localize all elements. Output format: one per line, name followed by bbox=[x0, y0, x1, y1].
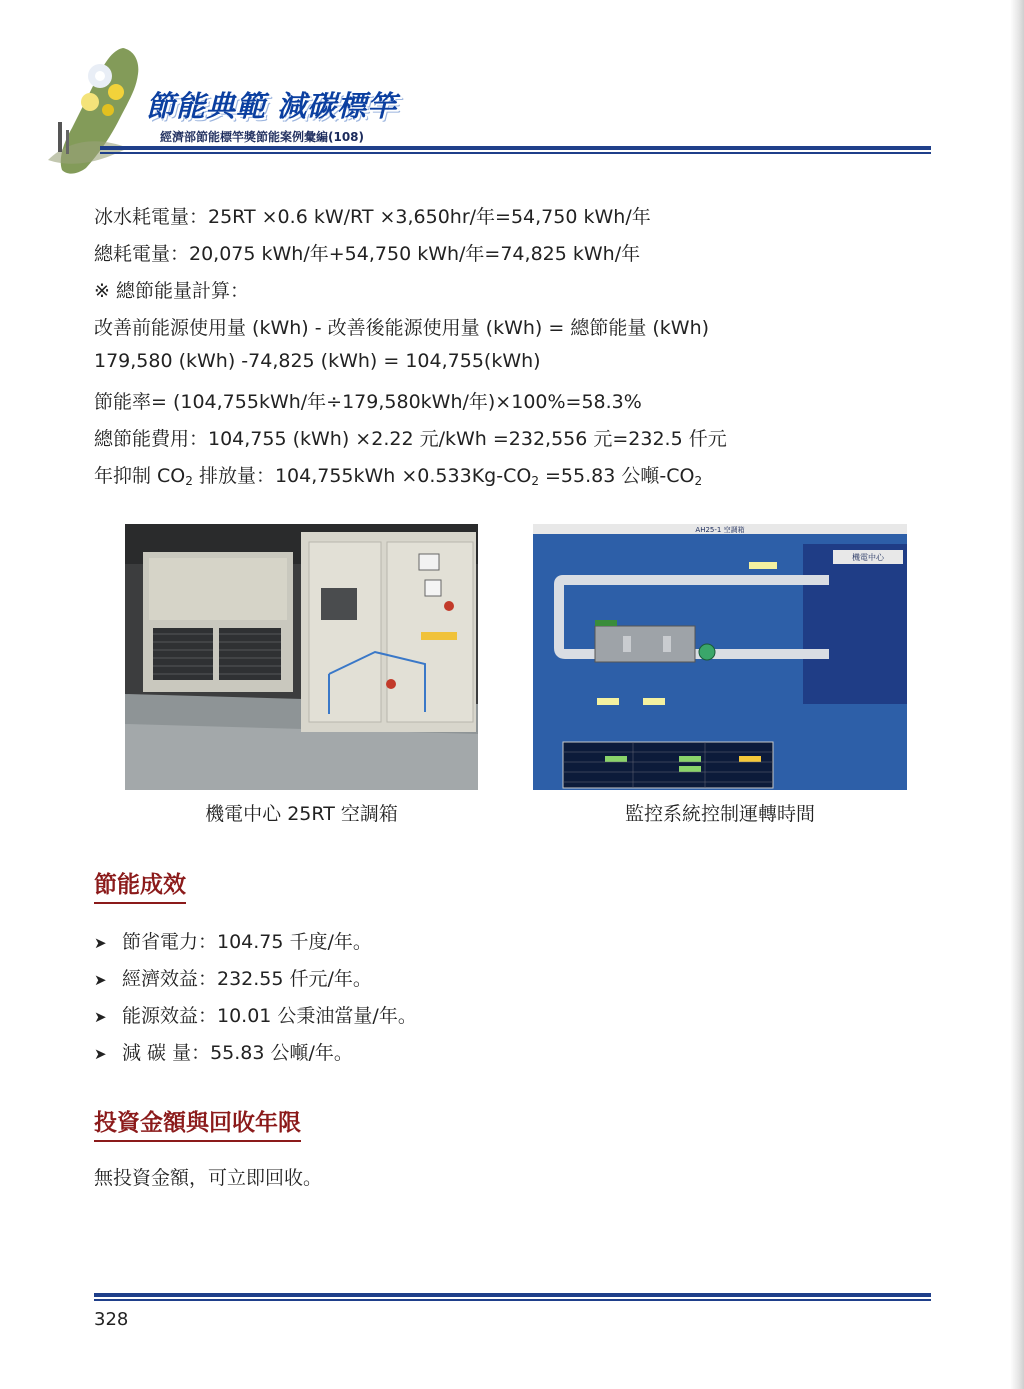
header-rule bbox=[100, 146, 931, 150]
co2-subscript: 2 bbox=[694, 474, 703, 488]
calc-line-chilled-water: 冰水耗電量：25RT ×0.6 kW/RT ×3,650hr/年=54,750 kWh/年 bbox=[94, 206, 651, 228]
results-item bbox=[94, 927, 372, 954]
page-number: 328 bbox=[94, 1309, 129, 1330]
results-item bbox=[94, 964, 372, 991]
header-rule-thin bbox=[100, 152, 931, 154]
calc-line-total-savings-heading: ※ 總節能量計算： bbox=[94, 280, 249, 302]
ahu-photo bbox=[125, 524, 478, 790]
results-heading: 節能成效 bbox=[94, 866, 186, 904]
screen-title: AH25-1 空調箱 bbox=[695, 526, 745, 534]
results-item-text: 節省電力：104.75 千度/年。 bbox=[122, 931, 372, 953]
arrow-bullet-icon: ➤ bbox=[94, 1008, 107, 1026]
screen-location-label: 機電中心 bbox=[852, 553, 884, 562]
header-title: 節能典範 減碳標竿 bbox=[146, 89, 398, 123]
arrow-bullet-icon: ➤ bbox=[94, 971, 107, 989]
monitoring-screenshot bbox=[533, 524, 907, 790]
arrow-bullet-icon: ➤ bbox=[94, 1045, 107, 1063]
co2-text-end: =55.83 公噸-CO bbox=[538, 465, 695, 487]
calc-line-saving-rate: 節能率= (104,755kWh/年÷179,580kWh/年)×100%=58.3% bbox=[94, 391, 642, 413]
calc-line-co2 bbox=[94, 461, 702, 488]
footer-rule bbox=[94, 1293, 931, 1297]
calc-line-total-consumption: 總耗電量：20,075 kWh/年+54,750 kWh/年=74,825 kWh/年 bbox=[94, 243, 641, 265]
arrow-bullet-icon: ➤ bbox=[94, 934, 107, 952]
right-photo-caption: 監控系統控制運轉時間 bbox=[624, 803, 815, 825]
left-photo-caption: 機電中心 25RT 空調箱 bbox=[205, 803, 398, 825]
page-edge-shadow bbox=[1010, 0, 1024, 1389]
header-subtitle: 經濟部節能標竿獎節能案例彙編(108) bbox=[160, 130, 365, 144]
co2-subscript: 2 bbox=[531, 474, 539, 488]
results-item bbox=[94, 1001, 417, 1028]
co2-subscript: 2 bbox=[185, 474, 193, 488]
results-item bbox=[94, 1038, 353, 1065]
results-item-text: 經濟效益：232.55 仟元/年。 bbox=[122, 968, 372, 990]
results-item-text: 能源效益：10.01 公秉油當量/年。 bbox=[122, 1005, 417, 1027]
results-item-text: 減 碳 量：55.83 公噸/年。 bbox=[122, 1042, 353, 1064]
co2-text-middle: 排放量：104,755kWh ×0.533Kg-CO bbox=[192, 465, 532, 487]
calc-line-savings-value: 179,580 (kWh) -74,825 (kWh) = 104,755(kWh) bbox=[94, 350, 541, 372]
calc-line-cost-savings: 總節能費用：104,755 (kWh) ×2.22 元/kWh =232,556 元=232.5 仟元 bbox=[94, 428, 727, 450]
calc-line-formula: 改善前能源使用量 (kWh) - 改善後能源使用量 (kWh) = 總節能量 (kWh) bbox=[94, 317, 710, 339]
co2-text-prefix: 年抑制 CO bbox=[94, 465, 186, 487]
investment-text: 無投資金額，可立即回收。 bbox=[94, 1167, 323, 1189]
footer-rule-thin bbox=[94, 1299, 931, 1301]
investment-heading: 投資金額與回收年限 bbox=[94, 1104, 301, 1142]
